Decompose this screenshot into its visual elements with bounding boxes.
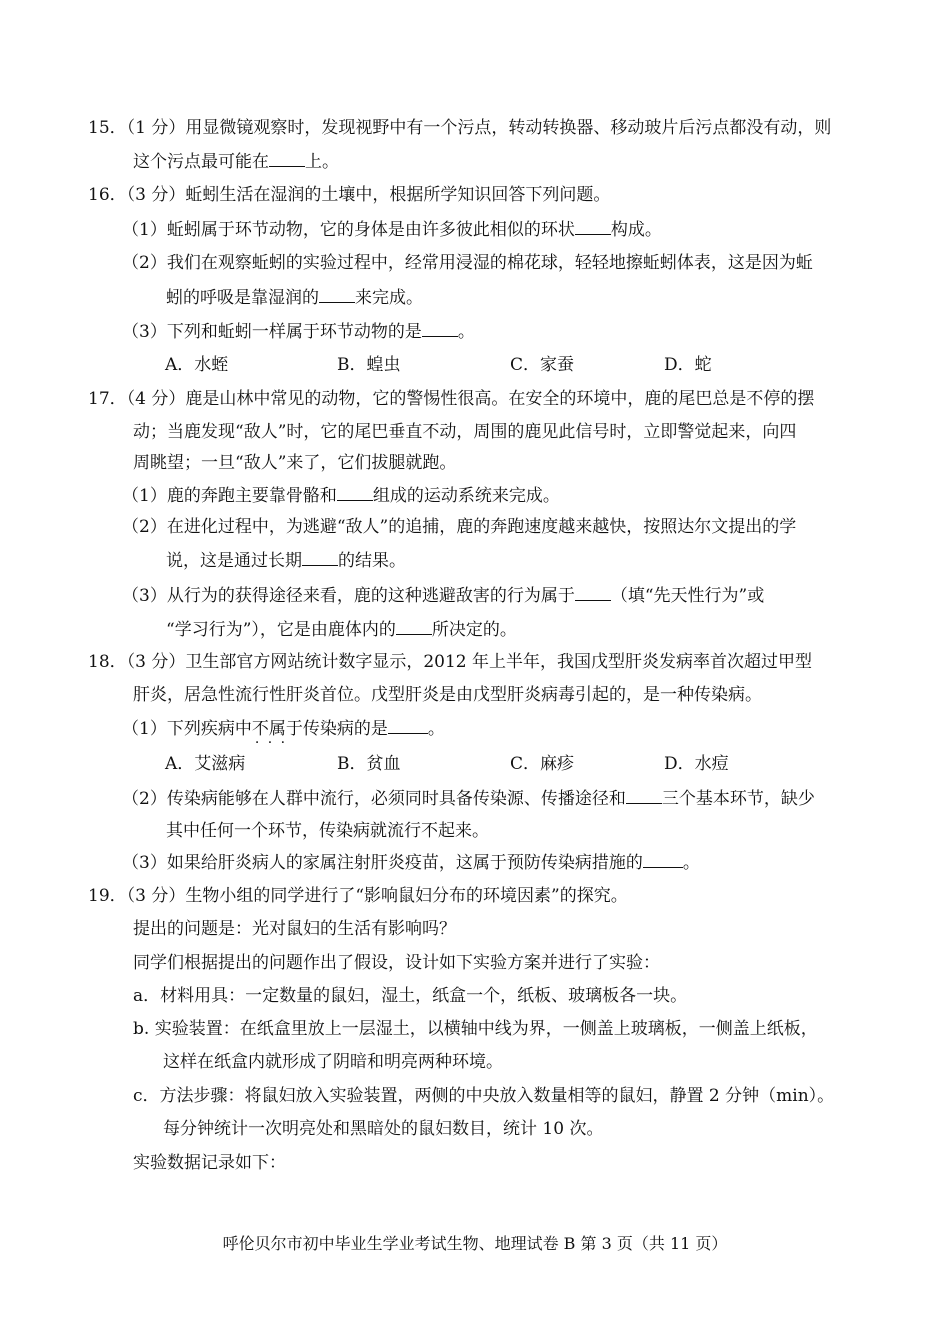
q18-part2-continuation: 其中任何一个环节，传染病就流行不起来。 [166,821,489,841]
q16-part2-continuation [166,286,423,309]
q18-p2-text-b: 三个基本环节，缺少 [661,789,815,809]
q16-option-d: D．蛇 [664,355,712,375]
answer-blank [422,320,458,337]
page-footer: 呼伦贝尔市初中毕业生学业考试生物、地理试卷 B 第 3 页（共 11 页） [222,1234,728,1253]
q17-continuation-1: 动；当鹿发现“敌人”时，它的尾巴垂直不动，周围的鹿见此信号时，立即警觉起来，向四 [133,422,797,442]
q18-option-c: C．麻疹 [510,754,575,774]
q17-p3-text-b: （填“先天性行为”或 [610,586,765,606]
q18-emphasis-not-belong: 不属于 · · · [252,718,303,740]
q15-lead: 15．（1 分）用显微镜观察时，发现视野中有一个污点，转动转换器、移动玻片后污点都没有动，则 [88,118,832,138]
q17-part2-continuation [166,549,406,572]
q17-part3-continuation [166,618,517,641]
q17-p3-text-a: （3）从行为的获得途径来看，鹿的这种逃避敌害的行为属于 [122,586,575,606]
q16-option-c: C．家蚕 [510,355,575,375]
q18-option-d: D．水痘 [664,754,729,774]
q19-item-c: c．方法步骤：将鼠妇放入实验装置，两侧的中央放入数量相等的鼠妇，静置 2 分钟（min）。 [133,1086,835,1106]
q15-text-b: 上。 [305,152,339,172]
q18-continuation: 肝炎，居急性流行性肝炎首位。戊型肝炎是由戊型肝炎病毒引起的，是一种传染病。 [133,685,762,705]
q15-continuation [133,150,339,173]
answer-blank [643,851,683,868]
q18-option-a: A．艾滋病 [165,754,246,774]
q19-question: 提出的问题是：光对鼠妇的生活有影响吗？ [133,919,456,939]
q17-lead: 17．（4 分）鹿是山林中常见的动物，它的警惕性很高。在安全的环境中，鹿的尾巴总是不停的摆 [88,389,815,409]
q19-item-b: b. 实验装置：在纸盒里放上一层湿土，以横轴中线为界，一侧盖上玻璃板，一侧盖上纸板， [133,1019,818,1039]
q17-p3c-text-a: “学习行为”），它是由鹿体内的 [166,620,396,640]
answer-blank [388,717,428,734]
q18-p1-text-b: 传染病的是 [302,719,388,739]
q19-item-c-continuation: 每分钟统计一次明亮处和黑暗处的鼠妇数目，统计 10 次。 [163,1119,604,1139]
q17-p3c-text-b: 所决定的。 [431,620,517,640]
q16-p3-text-a: （3）下列和蚯蚓一样属于环节动物的是 [122,322,422,342]
answer-blank [575,584,611,601]
answer-blank [269,150,305,167]
answer-blank [575,218,611,235]
q16-lead: 16．（3 分）蚯蚓生活在湿润的土壤中，根据所学知识回答下列问题。 [88,185,611,205]
answer-blank [626,787,662,804]
q17-p1-text-a: （1）鹿的奔跑主要靠骨骼和 [122,486,337,506]
q19-item-b-continuation: 这样在纸盒内就形成了阴暗和明亮两种环境。 [163,1052,503,1072]
q18-part2 [122,787,815,810]
q16-part2: （2）我们在观察蚯蚓的实验过程中，经常用浸湿的棉花球，轻轻地擦蚯蚓体表，这是因为蚯 [122,253,813,273]
q16-option-a: A．水蛭 [165,355,229,375]
q17-part3 [122,584,764,607]
q19-record-intro: 实验数据记录如下： [133,1153,286,1173]
answer-blank [337,484,373,501]
q17-part2: （2）在进化过程中，为逃避“敌人”的追捕，鹿的奔跑速度越来越快，按照达尔文提出的学 [122,517,797,537]
q16-part3 [122,320,475,343]
q16-option-b: B．蝗虫 [337,355,401,375]
q18-p3-text-b: 。 [682,853,700,873]
q17-p2-text-b: 的结果。 [338,551,406,571]
q16-p1-text-b: 构成。 [610,220,662,240]
q16-p2-text-a: 蚓的呼吸是靠湿润的 [166,288,319,308]
q18-lead: 18．（3 分）卫生部官方网站统计数字显示，2012 年上半年，我国戊型肝炎发病率首次超过甲型 [88,652,813,672]
q19-item-a: a．材料用具：一定数量的鼠妇，湿土，纸盒一个，纸板、玻璃板各一块。 [133,986,688,1006]
q16-p1-text-a: （1）蚯蚓属于环节动物，它的身体是由许多彼此相似的环状 [122,220,575,240]
answer-blank [319,286,355,303]
q18-p3-text-a: （3）如果给肝炎病人的家属注射肝炎疫苗，这属于预防传染病措施的 [122,853,643,873]
q18-option-b: B．贫血 [337,754,401,774]
answer-blank [302,549,338,566]
q16-p2-text-b: 来完成。 [355,288,423,308]
q17-p1-text-b: 组成的运动系统来完成。 [372,486,560,506]
q17-part1 [122,484,560,507]
q15-text-a: 这个污点最可能在 [133,152,269,172]
q16-p3-text-b: 。 [457,322,475,342]
q18-part1 [122,717,445,740]
q19-lead: 19．（3 分）生物小组的同学进行了“影响鼠妇分布的环境因素”的探究。 [88,886,628,906]
q18-p1-text-a: （1）下列疾病中 [122,719,252,739]
q18-p2-text-a: （2）传染病能够在人群中流行，必须同时具备传染源、传播途径和 [122,789,626,809]
q19-hypothesis: 同学们根据提出的问题作出了假设，设计如下实验方案并进行了实验： [133,953,660,973]
q16-part1 [122,218,662,241]
q17-p2-text-a: 说，这是通过长期 [166,551,302,571]
q18-p1-text-c: 。 [427,719,445,739]
q17-continuation-2: 周眺望；一旦“敌人”来了，它们拔腿就跑。 [133,453,457,473]
q18-part3 [122,851,700,874]
answer-blank [396,618,432,635]
